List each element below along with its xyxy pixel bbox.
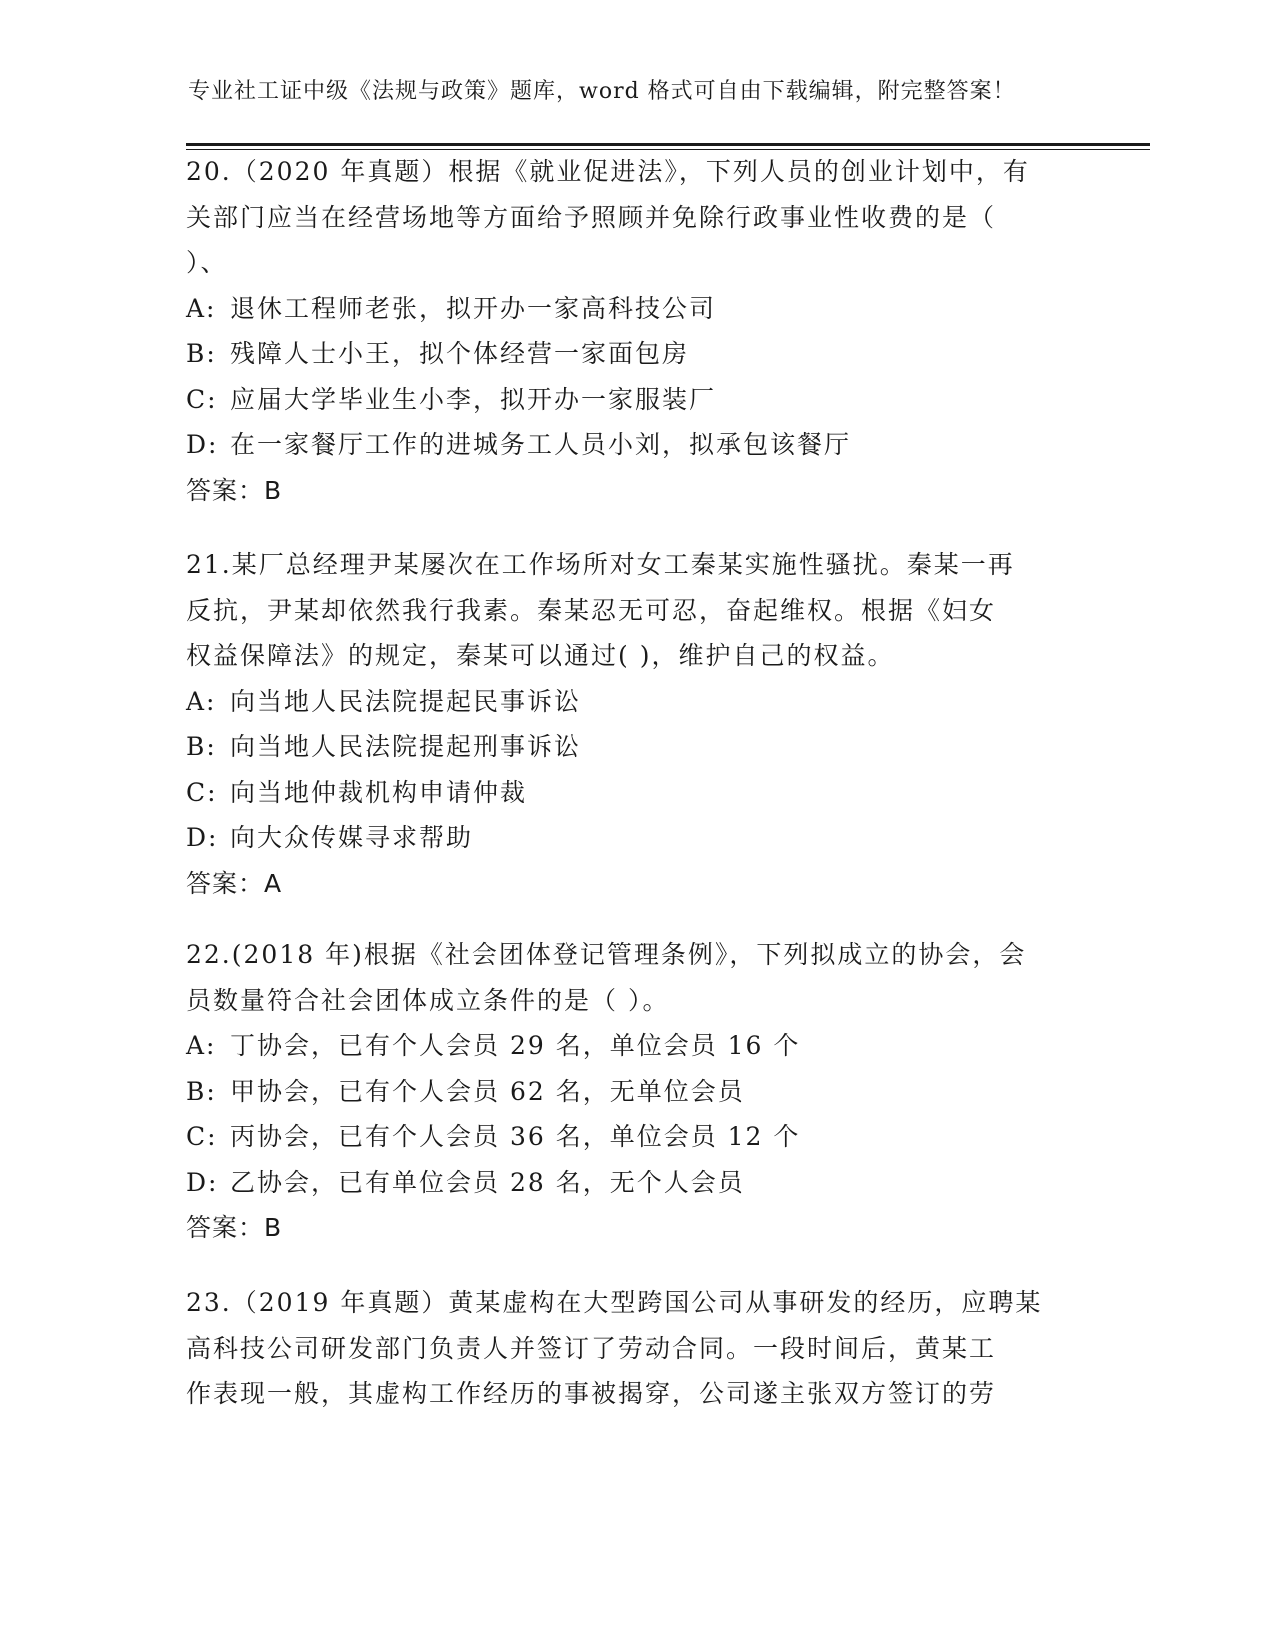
option-text: 退休工程师老张，拟开办一家高科技公司 bbox=[230, 293, 717, 323]
option-b bbox=[186, 724, 1086, 770]
option-text: 丙协会，已有个人会员 36 名，单位会员 12 个 bbox=[230, 1122, 801, 1151]
option-c bbox=[186, 377, 1086, 423]
question-20 bbox=[186, 149, 1086, 513]
option-key: D: bbox=[186, 1167, 219, 1197]
option-key: C: bbox=[186, 1122, 218, 1151]
question-stem-line: 作表现一般，其虚构工作经历的事被揭穿，公司遂主张双方签订的劳 bbox=[186, 1379, 997, 1408]
option-d bbox=[186, 815, 1086, 861]
option-text: 在一家餐厅工作的进城务工人员小刘，拟承包该餐厅 bbox=[230, 430, 852, 459]
option-c bbox=[186, 770, 1086, 816]
question-stem-line: 高科技公司研发部门负责人并签订了劳动合同。一段时间后，黄某工 bbox=[186, 1333, 997, 1363]
header-rule-thick bbox=[186, 143, 1150, 146]
option-key: B: bbox=[186, 732, 217, 761]
option-text: 向当地人民法院提起民事诉讼 bbox=[230, 686, 582, 716]
question-21 bbox=[186, 542, 1086, 906]
option-key: A: bbox=[186, 1031, 217, 1060]
question-stem-line: 20.（2020 年真题）根据《就业促进法》，下列人员的创业计划中，有 bbox=[186, 157, 1030, 186]
option-key: A: bbox=[186, 293, 217, 323]
question-stem-line: 22.(2018 年)根据《社会团体登记管理条例》，下列拟成立的协会，会 bbox=[186, 940, 1027, 969]
question-stem-line: 23.（2019 年真题）黄某虚构在大型跨国公司从事研发的经历，应聘某 bbox=[186, 1288, 1043, 1317]
question-stem-line: 权益保障法》的规定，秦某可以通过( )，维护自己的权益。 bbox=[186, 641, 895, 670]
option-key: D: bbox=[186, 430, 219, 459]
option-text: 应届大学毕业生小李，拟开办一家服装厂 bbox=[230, 384, 717, 414]
answer-line: 答案：A bbox=[186, 868, 283, 898]
answer-line: 答案：B bbox=[186, 475, 283, 505]
answer-line: 答案：B bbox=[186, 1213, 283, 1242]
option-b bbox=[186, 331, 1086, 377]
question-23 bbox=[186, 1280, 1086, 1417]
option-key: B: bbox=[186, 339, 217, 368]
page-header: 专业社工证中级《法规与政策》题库，word 格式可自由下载编辑，附完整答案！ bbox=[188, 79, 1016, 104]
option-text: 向当地仲裁机构申请仲裁 bbox=[230, 777, 528, 807]
option-key: C: bbox=[186, 777, 218, 807]
option-b bbox=[186, 1069, 1086, 1115]
option-d bbox=[186, 422, 1086, 468]
option-a bbox=[186, 286, 1086, 332]
question-22 bbox=[186, 932, 1086, 1251]
question-stem-line: 员数量符合社会团体成立条件的是（ ）。 bbox=[186, 985, 670, 1015]
option-text: 丁协会，已有个人会员 29 名，单位会员 16 个 bbox=[230, 1031, 801, 1060]
question-stem-line: 21.某厂总经理尹某屡次在工作场所对女工秦某实施性骚扰。秦某一再 bbox=[186, 550, 1015, 579]
option-d bbox=[186, 1160, 1086, 1206]
option-key: A: bbox=[186, 686, 217, 716]
question-stem-line: ）、 bbox=[186, 248, 228, 277]
option-text: 乙协会，已有单位会员 28 名，无个人会员 bbox=[230, 1167, 745, 1197]
question-stem-line: 关部门应当在经营场地等方面给予照顾并免除行政事业性收费的是（ bbox=[186, 202, 997, 232]
option-text: 甲协会，已有个人会员 62 名，无单位会员 bbox=[230, 1076, 745, 1106]
option-a bbox=[186, 1023, 1086, 1069]
option-key: C: bbox=[186, 384, 218, 414]
option-a bbox=[186, 679, 1086, 725]
option-text: 残障人士小王，拟个体经营一家面包房 bbox=[230, 339, 690, 368]
question-stem-line: 反抗，尹某却依然我行我素。秦某忍无可忍，奋起维权。根据《妇女 bbox=[186, 595, 997, 625]
option-text: 向大众传媒寻求帮助 bbox=[230, 823, 474, 852]
option-c bbox=[186, 1114, 1086, 1160]
option-text: 向当地人民法院提起刑事诉讼 bbox=[230, 732, 582, 761]
option-key: B: bbox=[186, 1076, 217, 1106]
option-key: D: bbox=[186, 823, 219, 852]
